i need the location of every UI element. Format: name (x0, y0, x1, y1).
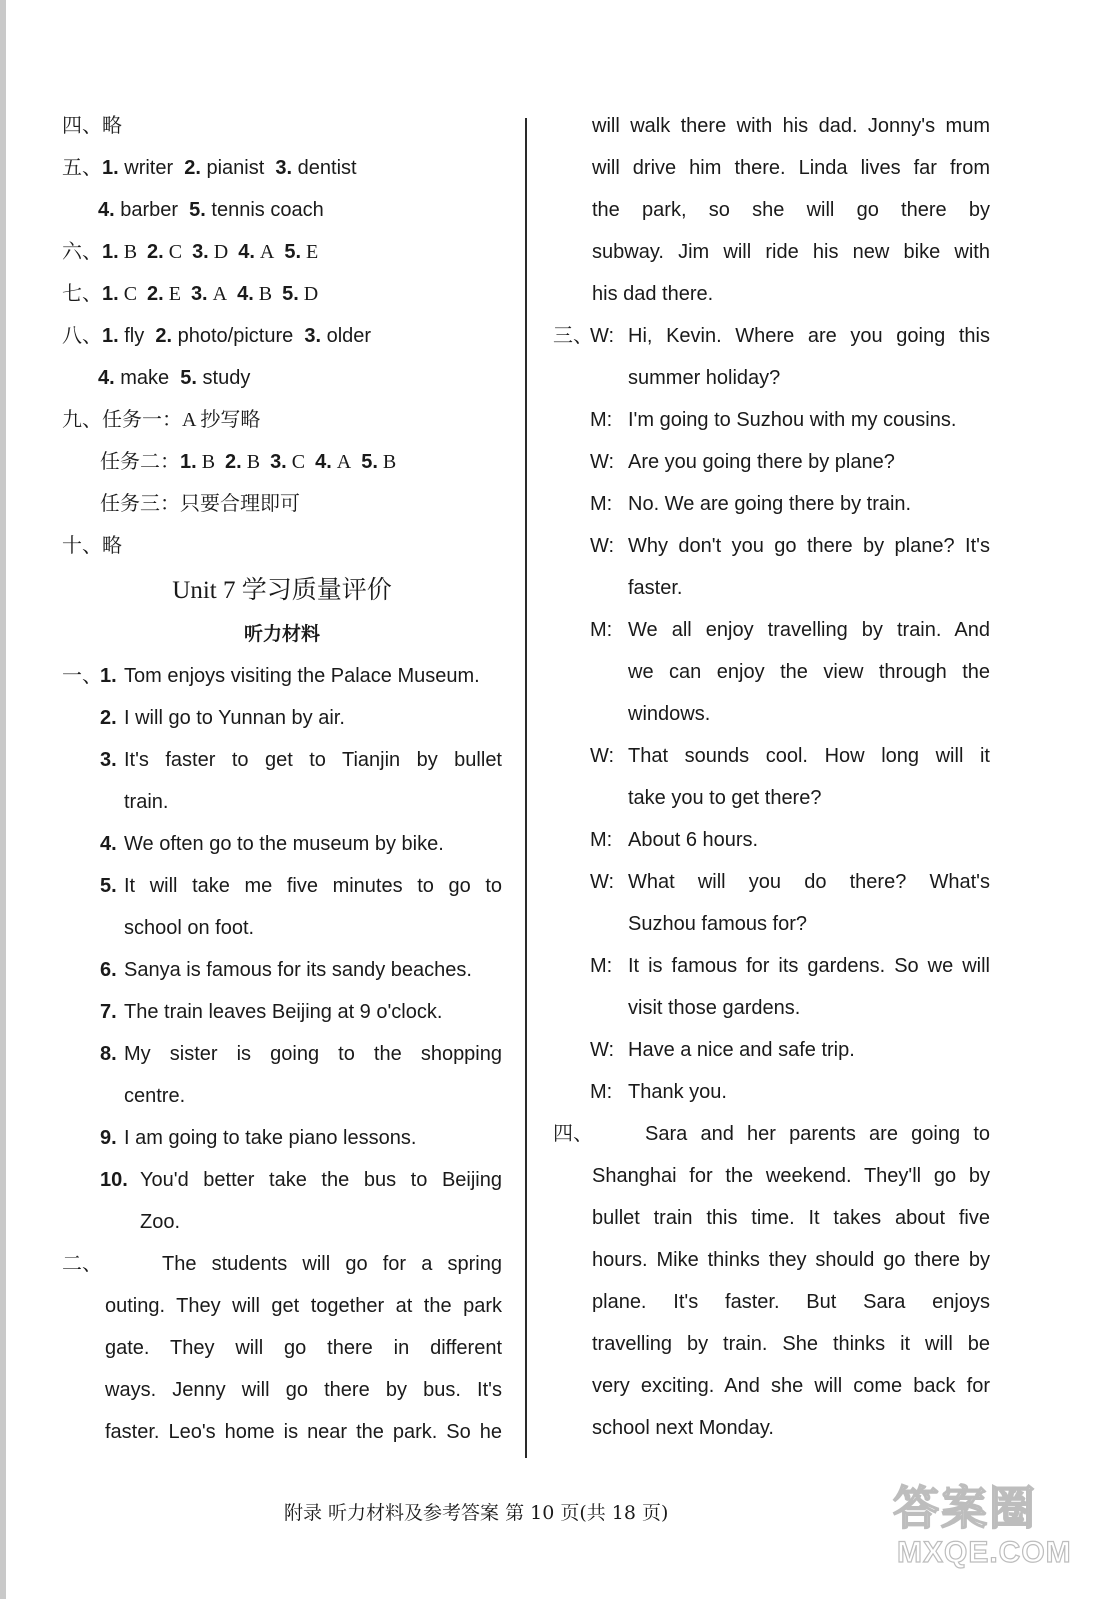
listening-sentence: My sister is going to the shopping (124, 1043, 502, 1065)
section-marker: 六、 (62, 241, 102, 263)
item-answer: B (196, 451, 226, 473)
section-5-row (62, 153, 357, 183)
speaker-label: W: (590, 871, 615, 893)
passage-line: subway. Jim will ride his new bike with (592, 241, 990, 263)
speaker-label: W: (590, 745, 615, 767)
item-number: 3. (190, 283, 208, 305)
part-1-marker: 一、 (62, 665, 102, 687)
item-number: 4. (237, 283, 254, 305)
watermark (893, 1472, 1083, 1582)
item-answer: photo/picture (172, 325, 305, 347)
unit-title: Unit 7 学习质量评价 (172, 577, 392, 604)
dialogue-line: Have a nice and safe trip. (628, 1039, 855, 1061)
listening-sentence-cont: train. (124, 791, 169, 813)
item-number: 1. (102, 241, 119, 263)
item-answer: older (321, 325, 372, 347)
passage-line: ways. Jenny will go there by bus. It's (105, 1379, 502, 1401)
item-answer: B (241, 451, 271, 473)
item-number: 5. (282, 283, 299, 305)
item-answer: B (118, 241, 148, 263)
item-number: 4. (315, 451, 332, 473)
item-number: 1. (102, 283, 119, 305)
item-answer: fly (118, 325, 156, 347)
passage-line: his dad there. (592, 283, 714, 305)
item-number: 4. (98, 199, 115, 221)
listening-sentence: Tom enjoys visiting the Palace Museum. (124, 665, 480, 687)
item-answer: study (196, 367, 251, 389)
dialogue-line: we can enjoy the view through the (628, 661, 990, 683)
item-answer: A (331, 451, 362, 473)
listening-sentence: We often go to the museum by bike. (124, 833, 444, 855)
passage-line: travelling by train. She thinks it will be (592, 1333, 990, 1355)
part-3-marker: 三、 (553, 325, 593, 347)
task-label: 任务二： (100, 451, 180, 473)
item-number: 1. (100, 665, 117, 687)
listening-sentence-cont: centre. (124, 1085, 186, 1107)
section-7-row (62, 279, 318, 309)
speaker-label: M: (590, 829, 613, 851)
dialogue-line: About 6 hours. (628, 829, 759, 851)
passage-line: outing. They will get together at the park (105, 1295, 502, 1317)
passage-line: The students will go for a spring (162, 1253, 502, 1275)
watermark-logo: 答案圈 (893, 1481, 1037, 1535)
passage-line: plane. It's faster. But Sara enjoys (592, 1291, 990, 1313)
item-answer: barber (114, 199, 190, 221)
item-number: 8. (100, 1043, 117, 1065)
dialogue-line: visit those gardens. (628, 997, 801, 1019)
dialogue-line: Why don't you go there by plane? It's (628, 535, 990, 557)
item-number: 2. (155, 325, 173, 347)
item-number: 5. (189, 199, 206, 221)
page-edge (0, 0, 6, 1599)
dialogue-line: Hi, Kevin. Where are you going this (628, 325, 990, 347)
item-answer: D (208, 241, 239, 263)
dialogue-line: I'm going to Suzhou with my cousins. (628, 409, 957, 431)
speaker-label: M: (590, 493, 613, 515)
section-4-answer: 四、略 (62, 115, 122, 137)
item-number: 2. (100, 707, 117, 729)
dialogue-line: We all enjoy travelling by train. And (628, 619, 990, 641)
listening-sentence: I am going to take piano lessons. (124, 1127, 417, 1149)
item-number: 2. (147, 241, 164, 263)
passage-line: very exciting. And she will come back for (592, 1375, 990, 1397)
dialogue-line: It is famous for its gardens. So we will (628, 955, 990, 977)
listening-sentence-cont: school on foot. (124, 917, 255, 939)
item-number: 3. (270, 451, 287, 473)
item-answer: B (253, 283, 283, 305)
listening-sentence: The train leaves Beijing at 9 o'clock. (124, 1001, 443, 1023)
dialogue-line: Thank you. (628, 1081, 727, 1103)
item-number: 5. (180, 367, 197, 389)
part-4-marker: 四、 (553, 1123, 593, 1145)
section-6-row (62, 237, 318, 267)
speaker-label: M: (590, 1081, 613, 1103)
listening-sentence: I will go to Yunnan by air. (124, 707, 345, 729)
item-number: 1. (102, 325, 119, 347)
section-marker: 八、 (62, 325, 102, 347)
dialogue-line: faster. (628, 577, 683, 599)
item-number: 6. (100, 959, 117, 981)
item-answer: dentist (292, 157, 357, 179)
section-8-row (62, 321, 371, 351)
speaker-label: W: (590, 325, 615, 347)
dialogue-line: What will you do there? What's (628, 871, 990, 893)
section-5-row (98, 195, 324, 225)
speaker-label: M: (590, 409, 613, 431)
item-number: 3. (100, 749, 117, 771)
passage-line: will drive him there. Linda lives far from (592, 157, 990, 179)
speaker-label: W: (590, 535, 615, 557)
passage-line: the park, so she will go there by (592, 199, 990, 221)
part-2-marker: 二、 (62, 1253, 102, 1275)
listening-sentence: You'd better take the bus to Beijing (140, 1169, 502, 1191)
item-answer: D (298, 283, 319, 305)
section-marker: 五、 (62, 157, 102, 179)
speaker-label: M: (590, 619, 613, 641)
item-number: 7. (100, 1001, 117, 1023)
item-answer: make (114, 367, 181, 389)
listening-sentence-cont: Zoo. (140, 1211, 181, 1233)
item-number: 10. (100, 1169, 128, 1191)
item-answer: C (118, 283, 148, 305)
item-number: 3. (275, 157, 293, 179)
passage-line: bullet train this time. It takes about five (592, 1207, 990, 1229)
item-number: 4. (238, 241, 255, 263)
dialogue-line: take you to get there? (628, 787, 822, 809)
passage-line: school next Monday. (592, 1417, 774, 1439)
item-number: 3. (192, 241, 209, 263)
item-number: 4. (98, 367, 115, 389)
item-answer: E (163, 283, 191, 305)
dialogue-line: No. We are going there by train. (628, 493, 912, 515)
item-answer: writer (118, 157, 185, 179)
passage-line: Shanghai for the weekend. They'll go by (592, 1165, 990, 1187)
item-number: 1. (102, 157, 119, 179)
item-number: 5. (100, 875, 117, 897)
item-answer: pianist (200, 157, 276, 179)
item-answer: A (207, 283, 238, 305)
dialogue-line: windows. (628, 703, 711, 725)
item-number: 1. (180, 451, 197, 473)
item-answer: E (301, 241, 319, 263)
passage-line: Sara and her parents are going to (645, 1123, 990, 1145)
speaker-label: W: (590, 1039, 615, 1061)
speaker-label: M: (590, 955, 613, 977)
column-divider (525, 118, 527, 1458)
section-9-task3: 任务三：只要合理即可 (100, 493, 300, 515)
dialogue-line: Are you going there by plane? (628, 451, 895, 473)
section-9-task2 (100, 447, 396, 477)
passage-line: faster. Leo's home is near the park. So he (105, 1421, 502, 1443)
dialogue-line: Suzhou famous for? (628, 913, 807, 935)
item-answer: tennis coach (205, 199, 324, 221)
listening-sentence: It will take me five minutes to go to (124, 875, 502, 897)
item-number: 5. (361, 451, 378, 473)
page-footer: 附录 听力材料及参考答案 第 10 页(共 18 页) (284, 1502, 669, 1524)
speaker-label: W: (590, 451, 615, 473)
item-answer: C (163, 241, 193, 263)
section-9-task1: 九、任务一：A 抄写略 (62, 409, 261, 431)
dialogue-line: That sounds cool. How long will it (628, 745, 990, 767)
section-marker: 七、 (62, 283, 102, 305)
passage-line: will walk there with his dad. Jonny's mum (592, 115, 990, 137)
dialogue-line: summer holiday? (628, 367, 781, 389)
listening-title: 听力材料 (243, 623, 320, 645)
watermark-url: MXQE.COM (897, 1536, 1072, 1569)
section-10-answer: 十、略 (62, 535, 122, 557)
item-number: 5. (284, 241, 302, 263)
item-number: 2. (184, 157, 201, 179)
item-answer: C (286, 451, 316, 473)
item-number: 3. (304, 325, 322, 347)
item-number: 2. (147, 283, 164, 305)
passage-line: gate. They will go there in different (105, 1337, 502, 1359)
item-number: 2. (225, 451, 242, 473)
listening-sentence: It's faster to get to Tianjin by bullet (124, 749, 502, 771)
item-answer: B (377, 451, 397, 473)
passage-line: hours. Mike thinks they should go there by (592, 1249, 990, 1271)
item-answer: A (254, 241, 285, 263)
item-number: 4. (100, 833, 117, 855)
listening-sentence: Sanya is famous for its sandy beaches. (124, 959, 472, 981)
section-8-row (98, 363, 250, 393)
item-number: 9. (100, 1127, 117, 1149)
